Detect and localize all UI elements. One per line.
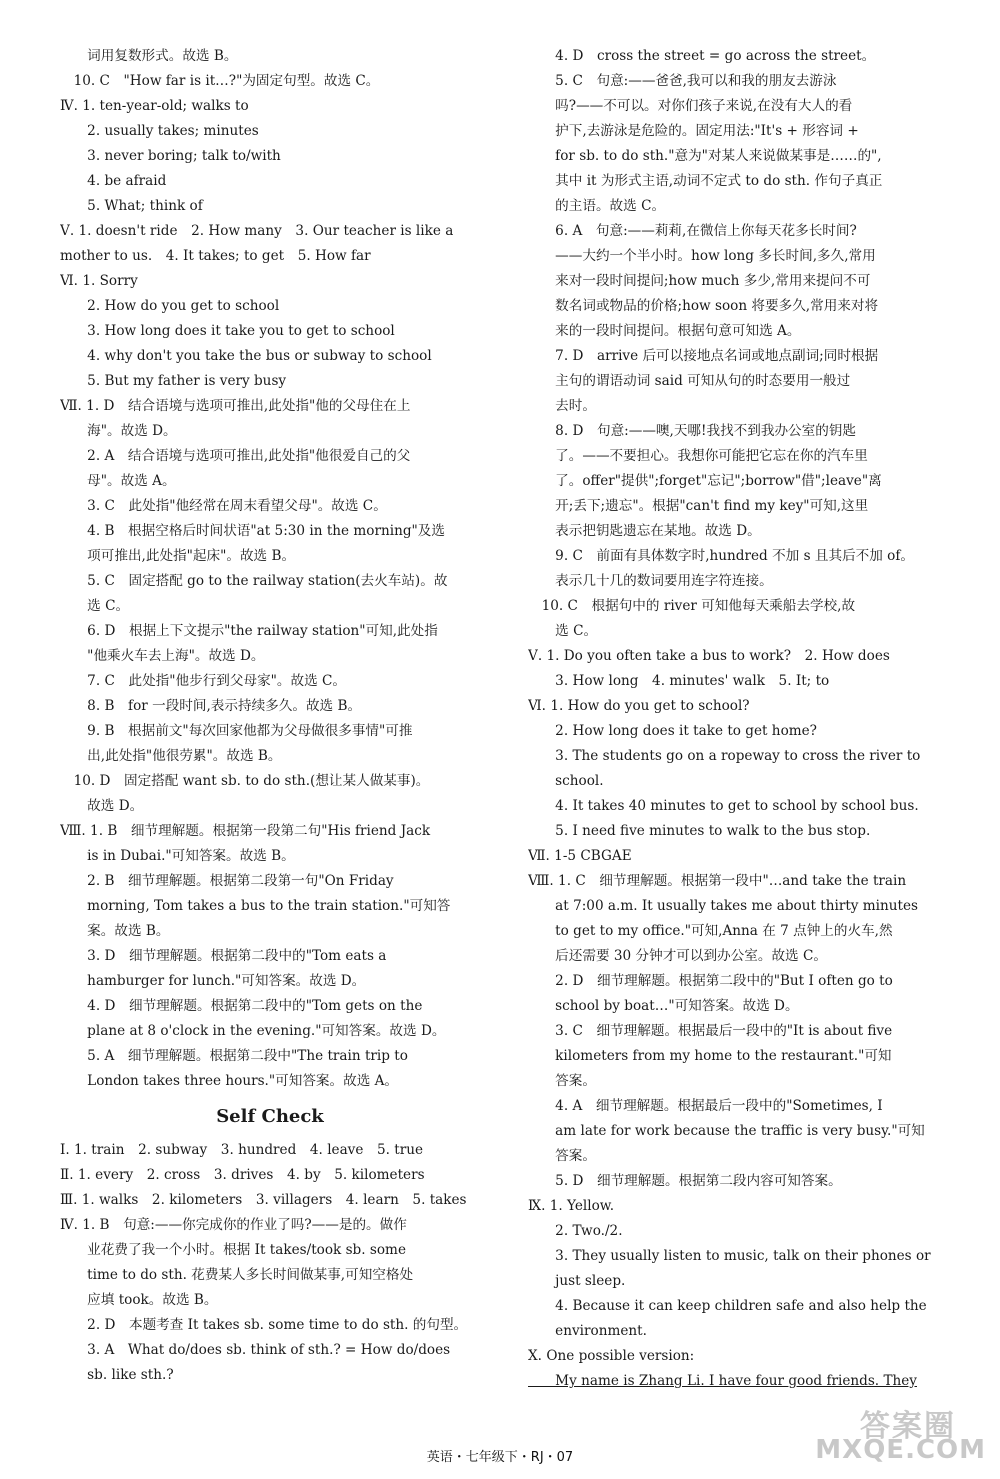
page-footer: 英语・七年级下・RJ・07: [426, 1450, 574, 1465]
text-line: Ⅲ. 1. walks 2. kilometers 3. villagers 4. learn 5. takes: [60, 1192, 467, 1208]
watermark-logo: [815, 1401, 986, 1465]
text-line: 4. why don't you take the bus or subway to school: [60, 348, 432, 364]
left-column: [60, 44, 480, 1388]
text-line: 2. D 细节理解题。根据第二段中的"But I often go to: [528, 973, 893, 989]
text-line: 词用复数形式。故选 B。: [60, 48, 238, 64]
text-line: environment.: [528, 1323, 647, 1339]
text-line: 2. usually takes; minutes: [60, 123, 259, 139]
text-line: 3. C 此处指"他经常在周末看望父母"。故选 C。: [60, 498, 387, 514]
text-line: time to do sth. 花费某人多长时间做某事,可知空格处: [60, 1267, 414, 1283]
text-line: for sb. to do sth."意为"对某人来说做某事是……的",: [528, 148, 882, 164]
text-line: 10. D 固定搭配 want sb. to do sth.(想让某人做某事)。: [60, 773, 430, 789]
text-line: 10. C "How far is it…?"为固定句型。故选 C。: [60, 73, 380, 89]
text-line: 护下,去游泳是危险的。固定用法:"It's + 形容词 +: [528, 123, 859, 139]
text-line: Ⅷ. 1. C 细节理解题。根据第一段中"…and take the train: [528, 873, 907, 889]
text-line: 来的一段时间提问。根据句意可知选 A。: [528, 323, 801, 339]
right-column: [528, 44, 946, 1394]
watermark-text-top: 答案圈: [860, 1409, 956, 1444]
text-line: 8. B for 一段时间,表示持续多久。故选 B。: [60, 698, 362, 714]
text-line: 开;丢下;遗忘"。根据"can't find my key"可知,这里: [528, 498, 869, 514]
text-line: 了。——不要担心。我想你可能把它忘在你的汽车里: [528, 448, 868, 464]
text-line: just sleep.: [528, 1273, 626, 1289]
text-line: 海"。故选 D。: [60, 423, 177, 439]
text-line: 10. C 根据句中的 river 可知他每天乘船去学校,故: [528, 598, 856, 614]
text-line: 出,此处指"他很劳累"。故选 B。: [60, 748, 282, 764]
text-line: 3. C 细节理解题。根据最后一段中的"It is about five: [528, 1023, 893, 1039]
text-line: 2. How do you get to school: [60, 298, 280, 314]
text-line: Ⅰ. 1. train 2. subway 3. hundred 4. leave 5. true: [60, 1142, 424, 1158]
text-line: 2. B 细节理解题。根据第二段第一句"On Friday: [60, 873, 394, 889]
text-line: 3. They usually listen to music, talk on their phones or: [528, 1248, 931, 1264]
text-line: 主句的谓语动词 said 可知从句的时态要用一般过: [528, 373, 851, 389]
text-line: 母"。故选 A。: [60, 473, 176, 489]
text-line: 4. It takes 40 minutes to get to school by school bus.: [528, 798, 919, 814]
text-line: 4. B 根据空格后时间状语"at 5:30 in the morning"及选: [60, 523, 445, 539]
text-line: 2. How long does it take to get home?: [528, 723, 817, 739]
text-line: Ⅷ. 1. B 细节理解题。根据第一段第二句"His friend Jack: [60, 823, 431, 839]
text-line: 9. B 根据前文"每次回家他都为父母做很多事情"可推: [60, 723, 413, 739]
text-line: 表示几十几的数词要用连字符连接。: [528, 573, 773, 589]
text-line: Ⅴ. 1. Do you often take a bus to work? 2. How does: [528, 648, 890, 664]
text-line: 3. A What do/does sb. think of sth.? = How do/does: [60, 1342, 451, 1358]
text-line: 答案。: [528, 1073, 596, 1089]
text-line: 3. D 细节理解题。根据第二段中的"Tom eats a: [60, 948, 387, 964]
text-line: 选 C。: [60, 598, 130, 614]
text-line: ——大约一个半小时。how long 多长时间,多久,常用: [528, 248, 876, 264]
text-line: school by boat…"可知答案。故选 D。: [528, 998, 799, 1014]
text-line: 的主语。故选 C。: [528, 198, 666, 214]
text-line: Ⅹ. One possible version:: [528, 1348, 695, 1364]
text-line: to get to my office."可知,Anna 在 7 点钟上的火车,然: [528, 923, 893, 939]
text-line: 4. Because it can keep children safe and also help the: [528, 1298, 927, 1314]
text-line: Ⅵ. 1. Sorry: [60, 273, 138, 289]
text-line: 业花费了我一个小时。根据 It takes/took sb. some: [60, 1242, 406, 1258]
text-line: 4. D 细节理解题。根据第二段中的"Tom gets on the: [60, 998, 423, 1014]
text-line: 后还需要 30 分钟才可以到办公室。故选 C。: [528, 948, 827, 964]
text-line: 表示把钥匙遗忘在某地。故选 D。: [528, 523, 761, 539]
text-line: 6. A 句意:——莉莉,在微信上你每天花多长时间?: [528, 223, 857, 239]
text-line: mother to us. 4. It takes; to get 5. How far: [60, 248, 371, 264]
text-line: 6. D 根据上下文提示"the railway station"可知,此处指: [60, 623, 438, 639]
text-line: 5. I need five minutes to walk to the bus stop.: [528, 823, 871, 839]
text-line: 2. Two./2.: [528, 1223, 623, 1239]
text-line: sb. like sth.?: [60, 1367, 174, 1383]
text-line: 4. be afraid: [60, 173, 167, 189]
text-line: Ⅴ. 1. doesn't ride 2. How many 3. Our teacher is like a: [60, 223, 454, 239]
text-line: 其中 it 为形式主语,动词不定式 to do sth. 作句子真正: [528, 173, 883, 189]
text-line: 答案。: [528, 1148, 596, 1164]
text-line: 5. But my father is very busy: [60, 373, 287, 389]
text-line: kilometers from my home to the restaurant."可知: [528, 1048, 892, 1064]
text-line: 5. C 固定搭配 go to the railway station(去火车站)。故: [60, 573, 448, 589]
text-line: 3. How long does it take you to get to school: [60, 323, 395, 339]
watermark-text-bottom: MXQE.COM: [815, 1435, 986, 1465]
text-line: 来对一段时间提问;how much 多少,常用来提问不可: [528, 273, 871, 289]
text-line: 3. The students go on a ropeway to cross the river to: [528, 748, 921, 764]
text-line: hamburger for lunch."可知答案。故选 D。: [60, 973, 366, 989]
text-line: Ⅱ. 1. every 2. cross 3. drives 4. by 5. kilometers: [60, 1167, 425, 1183]
text-line: morning, Tom takes a bus to the train station."可知答: [60, 898, 451, 914]
text-line: Ⅵ. 1. How do you get to school?: [528, 698, 750, 714]
text-line: 8. D 句意:——噢,天哪!我找不到我办公室的钥匙: [528, 423, 857, 439]
text-line: "他乘火车去上海"。故选 D。: [60, 648, 265, 664]
text-line: 去时。: [528, 398, 596, 414]
text-line: 吗?——不可以。对你们孩子来说,在没有大人的看: [528, 98, 853, 114]
text-line: 5. What; think of: [60, 198, 203, 214]
section-heading: Self Check: [216, 1106, 324, 1127]
text-line: 项可推出,此处指"起床"。故选 B。: [60, 548, 296, 564]
text-line: 4. D cross the street = go across the street。: [528, 48, 876, 64]
text-line: 7. D arrive 后可以接地点名词或地点副词;同时根据: [528, 348, 879, 364]
text-line: London takes three hours."可知答案。故选 A。: [60, 1073, 399, 1089]
text-line: 选 C。: [528, 623, 598, 639]
text-line: 数名词或物品的价格;how soon 将要多久,常用来对将: [528, 298, 879, 314]
text-line: Ⅸ. 1. Yellow.: [528, 1198, 615, 1214]
text-line: 5. C 句意:——爸爸,我可以和我的朋友去游泳: [528, 73, 837, 89]
text-line: 了。offer"提供";forget"忘记";borrow"借";leave"离: [528, 473, 882, 489]
text-line: Ⅳ. 1. ten-year-old; walks to: [60, 98, 249, 114]
text-line: 9. C 前面有具体数字时,hundred 不加 s 且其后不加 of。: [528, 548, 914, 564]
text-line: at 7:00 a.m. It usually takes me about thirty minutes: [528, 898, 919, 914]
text-line: 2. D 本题考查 It takes sb. some time to do sth. 的句型。: [60, 1317, 468, 1333]
text-line: 5. D 细节理解题。根据第二段内容可知答案。: [528, 1173, 842, 1189]
text-line: 案。故选 B。: [60, 923, 170, 939]
text-line: Ⅳ. 1. B 句意:——你完成你的作业了吗?——是的。做作: [60, 1217, 407, 1233]
text-line: Ⅶ. 1. D 结合语境与选项可推出,此处指"他的父母住在上: [60, 398, 411, 414]
text-line: is in Dubai."可知答案。故选 B。: [60, 848, 295, 864]
text-line: plane at 8 o'clock in the evening."可知答案。故选 D。: [60, 1023, 446, 1039]
text-line: 故选 D。: [60, 798, 144, 814]
text-line: 3. How long 4. minutes' walk 5. It; to: [528, 673, 830, 689]
text-line: 3. never boring; talk to/with: [60, 148, 281, 164]
text-line: 7. C 此处指"他步行到父母家"。故选 C。: [60, 673, 347, 689]
text-line: school.: [528, 773, 604, 789]
text-line: am late for work because the traffic is very busy."可知: [528, 1123, 925, 1139]
text-line: My name is Zhang Li. I have four good friends. They: [528, 1373, 917, 1389]
text-line: 4. A 细节理解题。根据最后一段中的"Sometimes, I: [528, 1098, 883, 1114]
text-line: Ⅶ. 1-5 CBGAE: [528, 848, 632, 864]
text-line: 5. A 细节理解题。根据第二段中"The train trip to: [60, 1048, 408, 1064]
text-line: 2. A 结合语境与选项可推出,此处指"他很爱自己的父: [60, 448, 411, 464]
text-line: 应填 took。故选 B。: [60, 1292, 218, 1308]
